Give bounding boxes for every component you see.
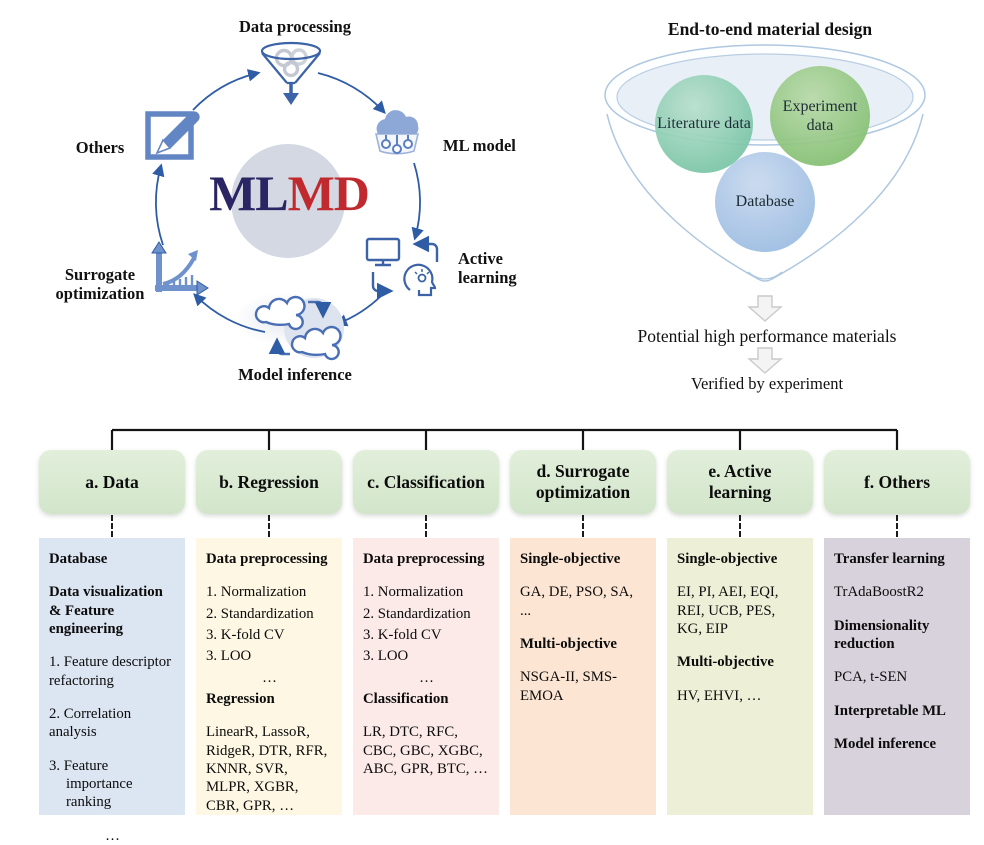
panel-line: 1. Normalization (363, 584, 464, 601)
potential-materials-caption: Potential high performance materials (637, 326, 897, 346)
panel-line: Single-objective (677, 551, 778, 567)
dashed-connector (739, 515, 741, 537)
verified-caption: Verified by experiment (690, 374, 844, 393)
database-label: Database (735, 193, 795, 211)
dashed-connector (268, 515, 270, 537)
experiment-data-label: Experiment data (782, 97, 858, 134)
panel-line: 2. Correlation analysis (49, 706, 132, 741)
panel-classification (353, 538, 499, 815)
database-circle (715, 152, 815, 252)
monitor-head-active-learning-icon (364, 234, 442, 302)
panel-line: 1. Feature descriptor refactoring (49, 654, 172, 689)
panel-line: GA, DE, PSO, SA, ... (520, 584, 634, 619)
experiment-data-circle (770, 66, 870, 166)
funnel-data-processing-icon (258, 42, 324, 108)
down-block-arrow-icon (746, 295, 784, 323)
panel-line: 2. Standardization (206, 605, 314, 622)
panel-line: LR, DTC, RFC, CBC, GBC, XGBC, ABC, GPR, BTC, … (363, 724, 488, 778)
panel-line: NSGA-II, SMS-EMOA (520, 669, 618, 704)
panel-data (39, 538, 185, 844)
panel-line: Data preprocessing (206, 551, 328, 567)
panel-line: … (105, 827, 120, 844)
dashed-connector (582, 515, 584, 537)
active-learning-label: Active learning (458, 249, 517, 287)
header-data: a. Data (39, 450, 185, 514)
panel-others (824, 538, 970, 815)
panel-line: 3. LOO (363, 648, 409, 665)
panel-line: 3. K-fold CV (206, 627, 285, 644)
panel-line: 1. Normalization (206, 584, 307, 601)
mlmd-logo-md: MD (287, 165, 369, 221)
panel-line: EI, PI, AEI, EQI, REI, UCB, PES, KG, EIP (677, 584, 779, 638)
panel-regression (196, 538, 342, 815)
panel-line: HV, EHVI, … (677, 687, 762, 704)
panel-line: … (419, 669, 434, 686)
data-processing-label: Data processing (239, 17, 351, 36)
end-to-end-title: End-to-end material design (667, 19, 873, 39)
literature-data-label: Literature data (657, 115, 751, 133)
panel-line: Single-objective (520, 551, 621, 567)
header-classification: c. Classification (353, 450, 499, 514)
header-surrogate-optimization: d. Surrogate optimization (510, 450, 656, 514)
panel-line: LinearR, LassoR, RidgeR, DTR, RFR, KNNR, SVR, MLPR, XGBR, CBR, GPR, … (206, 724, 328, 814)
header-others: f. Others (824, 450, 970, 514)
panel-line: 2. Standardization (363, 605, 471, 622)
surrogate-optimization-label: Surrogate optimization (55, 265, 145, 303)
down-block-arrow-icon (746, 347, 784, 375)
panel-line: 3. Feature importance ranking (49, 757, 133, 811)
panel-line: Multi-objective (677, 654, 774, 671)
panel-line: Regression (206, 691, 275, 708)
panel-line: Dimensionality reduction (834, 617, 930, 653)
dashed-connector (896, 515, 898, 537)
header-active-learning: e. Active learning (667, 450, 813, 514)
panel-line: Data preprocessing (363, 551, 485, 567)
mlmd-logo-ml: ML (209, 165, 288, 221)
panel-line: Interpretable ML (834, 702, 946, 719)
header-regression: b. Regression (196, 450, 342, 514)
panel-line: Classification (363, 691, 449, 708)
panel-line: … (262, 669, 277, 686)
panel-surrogate-optimization (510, 538, 656, 815)
panel-line: 3. LOO (206, 648, 252, 665)
cloud-ml-model-icon (366, 108, 428, 164)
panel-line: 3. K-fold CV (363, 627, 442, 644)
panel-line: Database (49, 551, 108, 567)
clouds-model-inference-icon (250, 290, 350, 364)
panel-line: Multi-objective (520, 636, 617, 653)
panel-line: Transfer learning (834, 551, 945, 567)
ml-model-label: ML model (443, 136, 516, 155)
panel-line: Data visualization & Feature engineering (49, 584, 163, 638)
others-label: Others (75, 138, 125, 157)
panel-line: TrAdaBoostR2 (834, 584, 924, 601)
panel-active-learning (667, 538, 813, 815)
panel-line: Model inference (834, 736, 937, 753)
dashed-connector (111, 515, 113, 537)
edit-others-icon (143, 104, 205, 162)
dashed-connector (425, 515, 427, 537)
panel-line: PCA, t-SEN (834, 669, 908, 686)
model-inference-label: Model inference (238, 365, 352, 384)
